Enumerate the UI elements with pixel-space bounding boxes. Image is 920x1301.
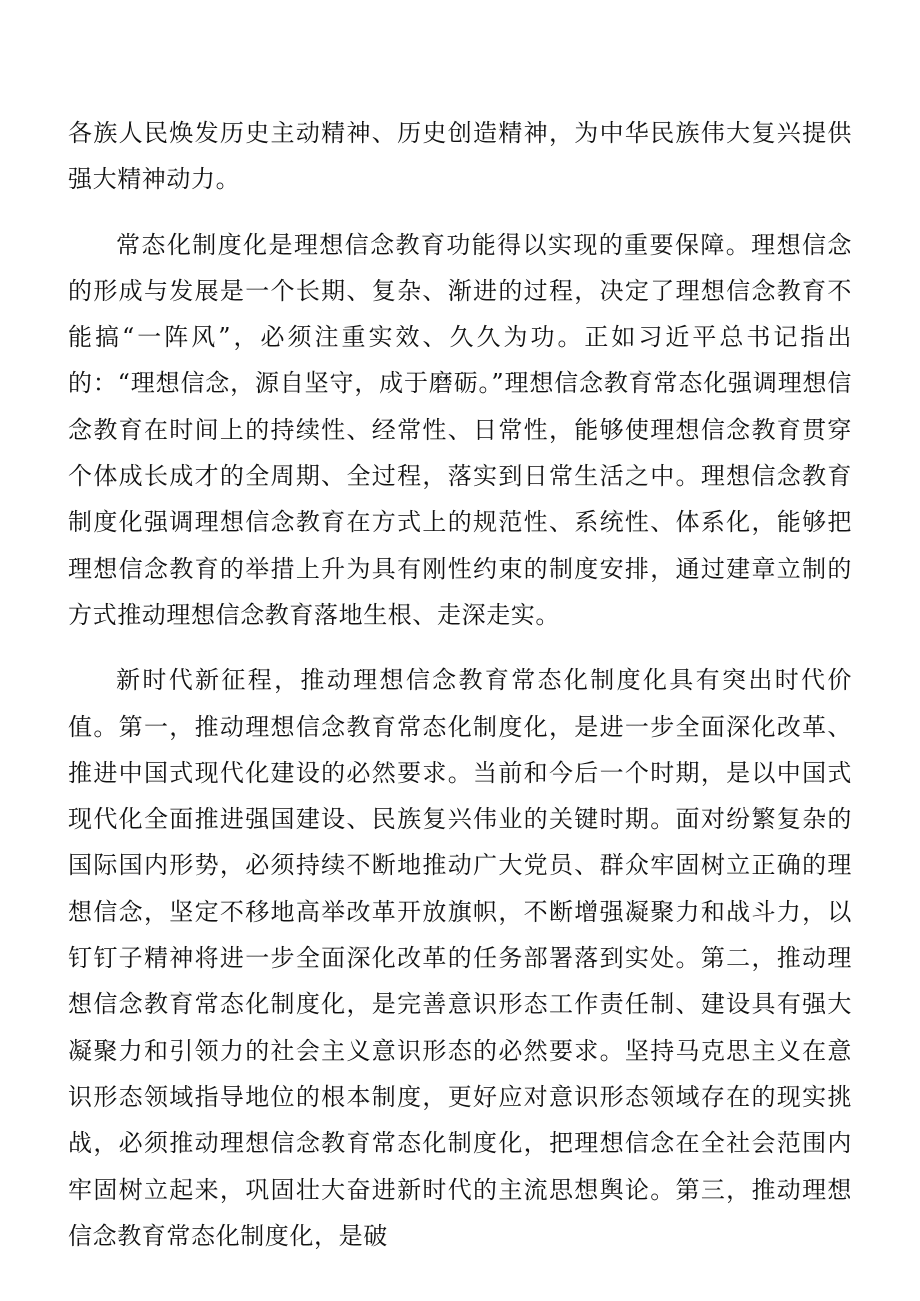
document-body xyxy=(68,110,852,1259)
paragraph-2: 常态化制度化是理想信念教育功能得以实现的重要保障。理想信念的形成与发展是一个长期、复杂、渐进的过程，决定了理想信念教育不能搞“一阵风”，必须注重实效、久久为功。正如习近平总书记指出的：“理想信念，源自坚守，成于磨砺。”理想信念教育常态化强调理想信念教育在时间上的持续性、经常性、日常性，能够使理想信念教育贯穿个体成长成才的全周期、全过程，落实到日常生活之中。理想信念教育制度化强调理想信念教育在方式上的规范性、系统性、体系化，能够把理想信念教育的举措上升为具有刚性约束的制度安排，通过建章立制的方式推动理想信念教育落地生根、走深走实。 xyxy=(68,230,852,629)
paragraph-3: 新时代新征程，推动理想信念教育常态化制度化具有突出时代价值。第一，推动理想信念教育常态化制度化，是进一步全面深化改革、推进中国式现代化建设的必然要求。当前和今后一个时期，是以中国式现代化全面推进强国建设、民族复兴伟业的关键时期。面对纷繁复杂的国际国内形势，必须持续不断地推动广大党员、群众牢固树立正确的理想信念，坚定不移地高举改革开放旗帜，不断增强凝聚力和战斗力，以钉钉子精神将进一步全面深化改革的任务部署落到实处。第二，推动理想信念教育常态化制度化，是完善意识形态工作责任制、建设具有强大凝聚力和引领力的社会主义意识形态的必然要求。坚持马克思主义在意识形态领域指导地位的根本制度，更好应对意识形态领域存在的现实挑战，必须推动理想信念教育常态化制度化，把理想信念在全社会范围内牢固树立起来，巩固壮大奋进新时代的主流思想舆论。第三，推动理想信念教育常态化制度化，是破 xyxy=(68,666,852,1250)
paragraph-1-continuation: 各族人民焕发历史主动精神、历史创造精神，为中华民族伟大复兴提供强大精神动力。 xyxy=(68,119,852,194)
